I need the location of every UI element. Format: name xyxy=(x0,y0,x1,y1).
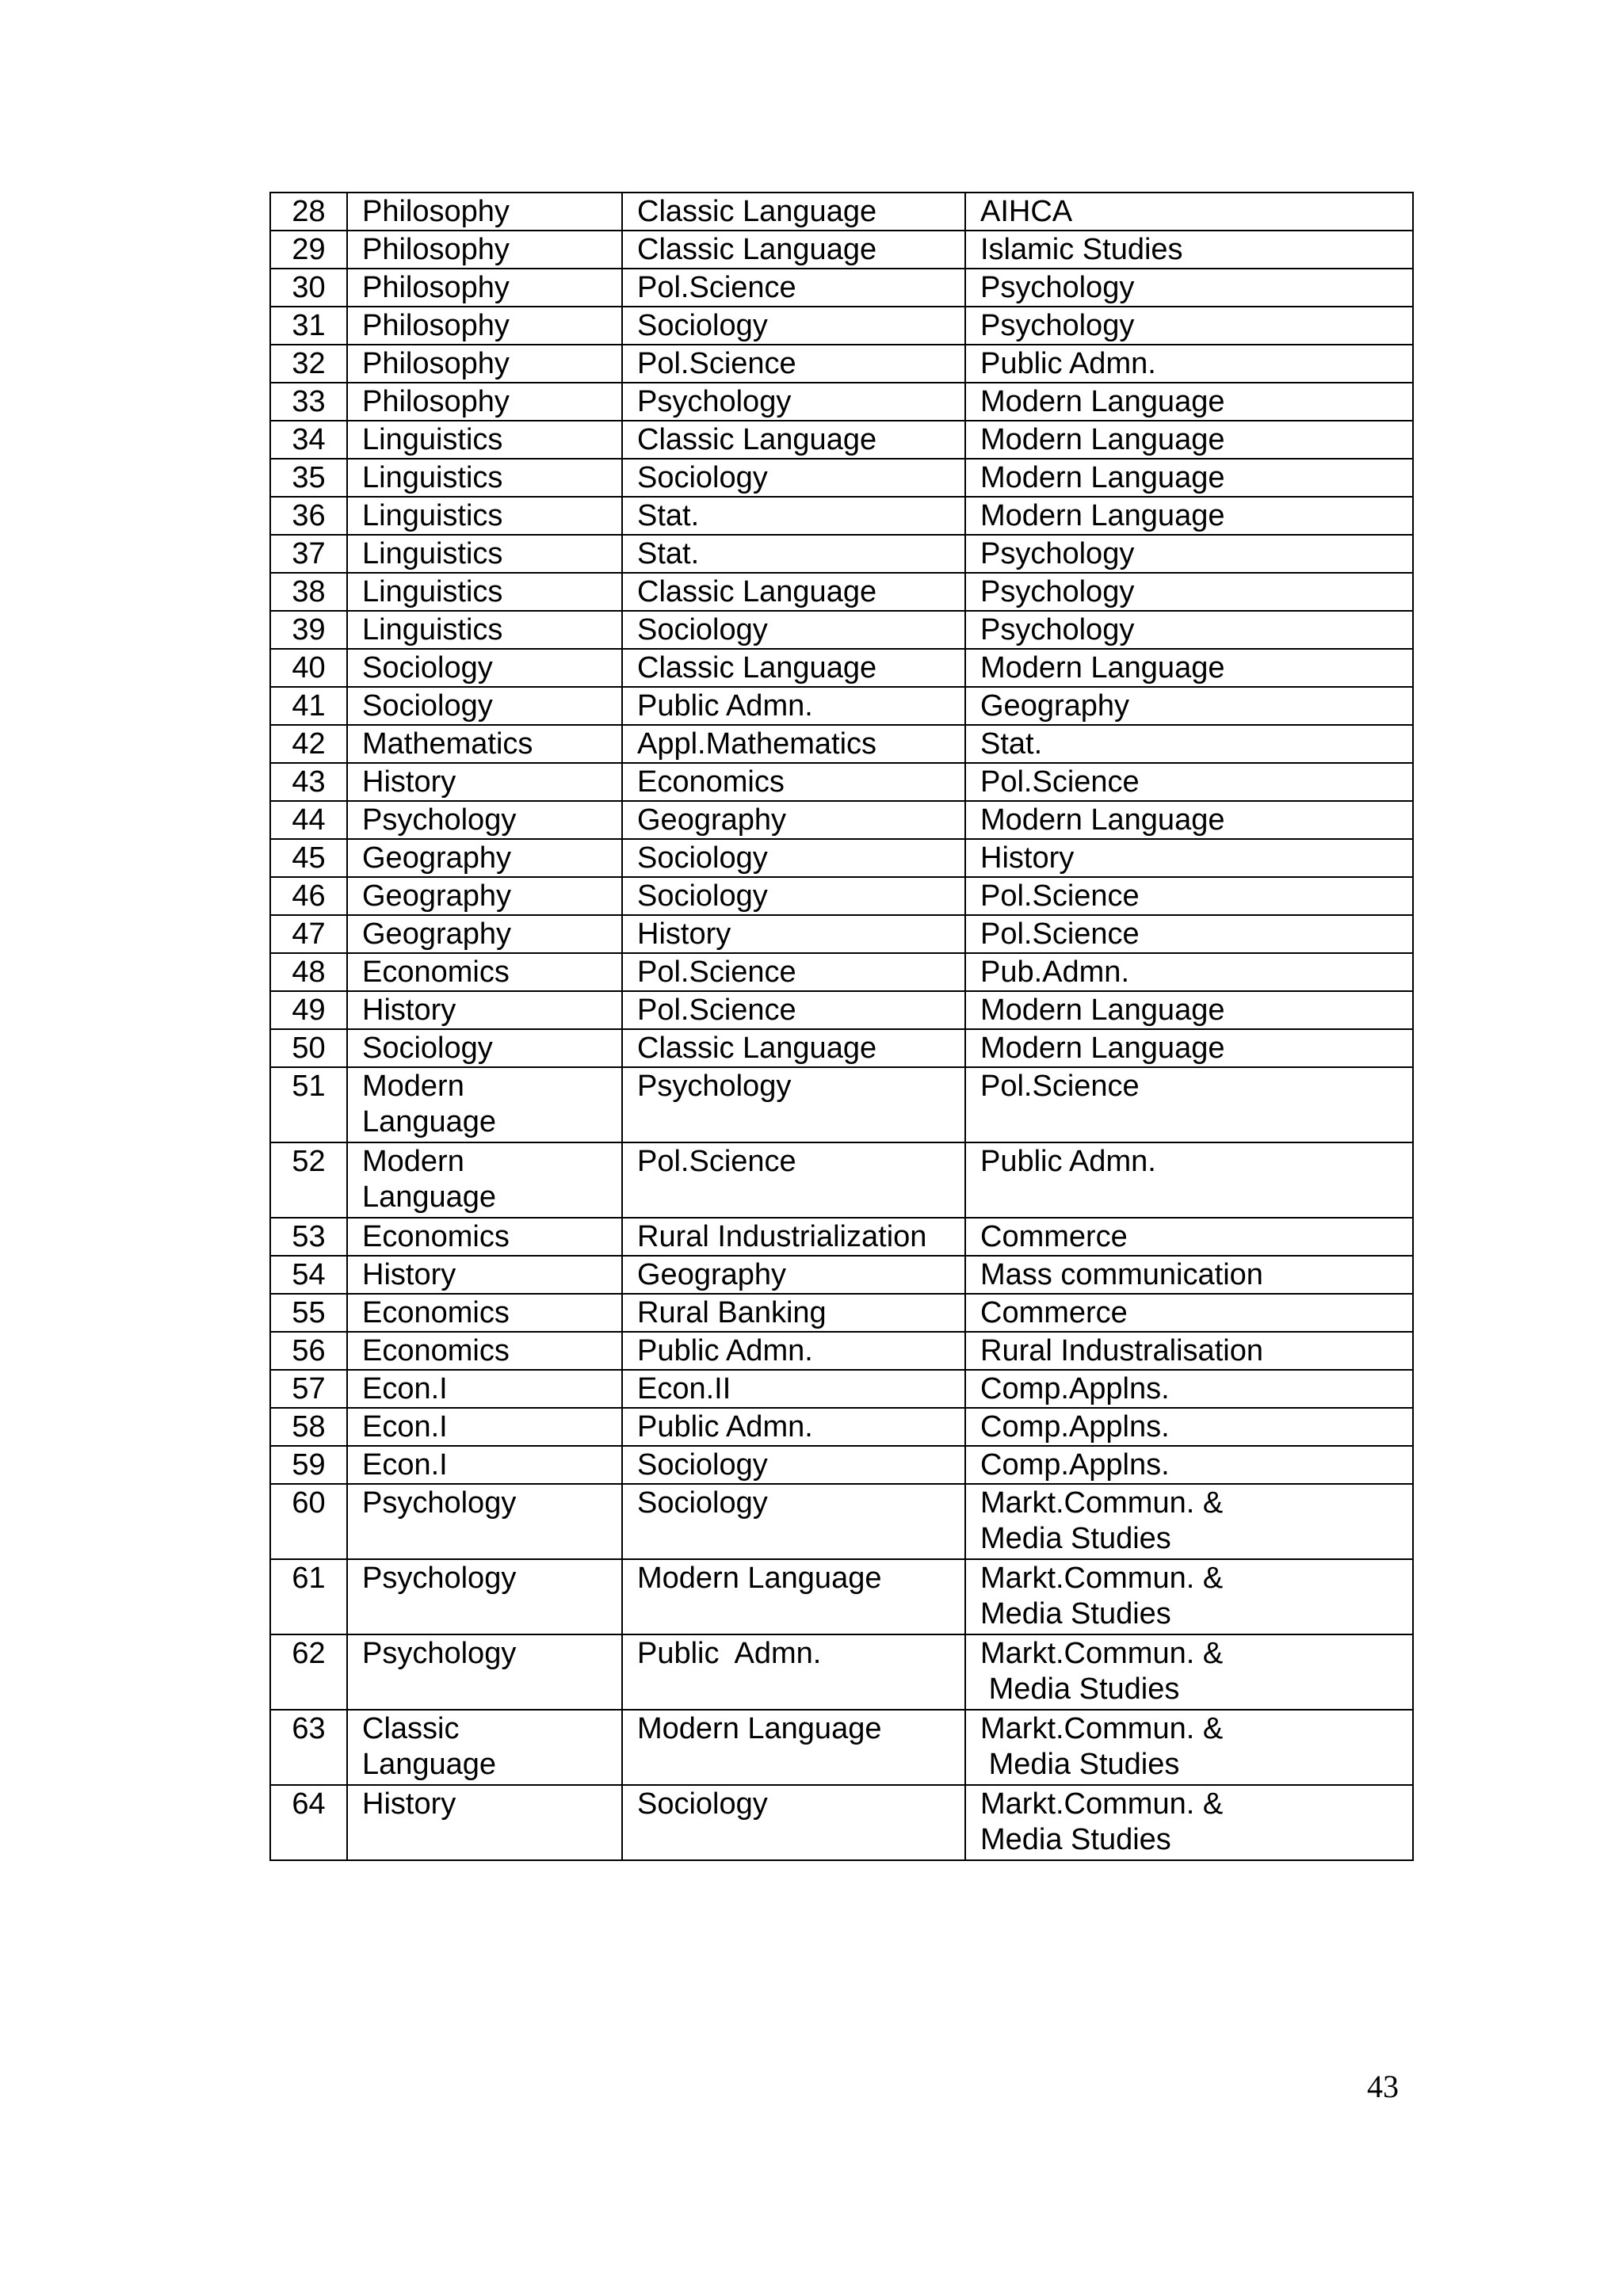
subject-1-cell: Sociology xyxy=(347,649,622,687)
table-row xyxy=(270,231,1413,269)
table-row xyxy=(270,1484,1413,1559)
subject-3-cell: Psychology xyxy=(965,307,1413,345)
table-row xyxy=(270,1256,1413,1294)
subject-1-cell: Sociology xyxy=(347,1029,622,1067)
row-number-cell: 36 xyxy=(270,497,347,535)
subject-1-cell: Classic Language xyxy=(347,1710,622,1785)
subject-1-cell: History xyxy=(347,763,622,801)
subject-3-cell: Markt.Commun. & Media Studies xyxy=(965,1785,1413,1860)
subject-3-cell: Markt.Commun. & Media Studies xyxy=(965,1710,1413,1785)
subject-1-cell: Philosophy xyxy=(347,193,622,231)
table-row xyxy=(270,459,1413,497)
subject-2-cell: Sociology xyxy=(622,459,965,497)
subject-2-cell: Sociology xyxy=(622,1484,965,1559)
page-number: 43 xyxy=(1367,2069,1399,2104)
row-number-cell: 29 xyxy=(270,231,347,269)
subject-2-cell: Geography xyxy=(622,801,965,839)
table-row xyxy=(270,1294,1413,1332)
row-number-cell: 40 xyxy=(270,649,347,687)
table-row xyxy=(270,915,1413,953)
row-number-cell: 44 xyxy=(270,801,347,839)
subject-1-cell: Philosophy xyxy=(347,231,622,269)
subject-1-cell: Philosophy xyxy=(347,383,622,421)
subject-1-cell: Geography xyxy=(347,839,622,877)
subject-2-cell: Sociology xyxy=(622,877,965,915)
row-number-cell: 53 xyxy=(270,1218,347,1256)
subject-2-cell: Sociology xyxy=(622,1446,965,1484)
subject-3-cell: Psychology xyxy=(965,269,1413,307)
table-row xyxy=(270,307,1413,345)
subject-2-cell: Classic Language xyxy=(622,231,965,269)
row-number-cell: 50 xyxy=(270,1029,347,1067)
table-row xyxy=(270,725,1413,763)
subject-2-cell: Classic Language xyxy=(622,421,965,459)
subject-3-cell: Pub.Admn. xyxy=(965,953,1413,991)
subject-3-cell: Psychology xyxy=(965,573,1413,611)
subject-2-cell: Econ.II xyxy=(622,1370,965,1408)
subject-2-cell: Classic Language xyxy=(622,193,965,231)
row-number-cell: 63 xyxy=(270,1710,347,1785)
subject-2-cell: Sociology xyxy=(622,839,965,877)
table-row xyxy=(270,839,1413,877)
subject-2-cell: Public Admn. xyxy=(622,1332,965,1370)
table-row xyxy=(270,801,1413,839)
subject-1-cell: Philosophy xyxy=(347,345,622,383)
subject-1-cell: Psychology xyxy=(347,1484,622,1559)
subject-3-cell: Stat. xyxy=(965,725,1413,763)
subject-1-cell: Philosophy xyxy=(347,269,622,307)
subject-1-cell: Economics xyxy=(347,1218,622,1256)
subject-2-cell: Pol.Science xyxy=(622,269,965,307)
subject-2-cell: Sociology xyxy=(622,307,965,345)
subject-2-cell: Pol.Science xyxy=(622,953,965,991)
subject-3-cell: Pol.Science xyxy=(965,915,1413,953)
subject-3-cell: Comp.Applns. xyxy=(965,1446,1413,1484)
subject-3-cell: Modern Language xyxy=(965,459,1413,497)
table-row xyxy=(270,953,1413,991)
subject-3-cell: Commerce xyxy=(965,1218,1413,1256)
row-number-cell: 41 xyxy=(270,687,347,725)
table-row xyxy=(270,1446,1413,1484)
table-row xyxy=(270,269,1413,307)
subject-1-cell: Psychology xyxy=(347,801,622,839)
subject-3-cell: Pol.Science xyxy=(965,877,1413,915)
table-row xyxy=(270,877,1413,915)
row-number-cell: 46 xyxy=(270,877,347,915)
table-row xyxy=(270,649,1413,687)
subject-1-cell: Econ.I xyxy=(347,1446,622,1484)
table-row xyxy=(270,1559,1413,1634)
subject-2-cell: Classic Language xyxy=(622,573,965,611)
row-number-cell: 39 xyxy=(270,611,347,649)
subject-3-cell: Modern Language xyxy=(965,801,1413,839)
row-number-cell: 56 xyxy=(270,1332,347,1370)
subject-3-cell: Pol.Science xyxy=(965,1067,1413,1142)
subject-2-cell: Appl.Mathematics xyxy=(622,725,965,763)
subject-2-cell: Pol.Science xyxy=(622,991,965,1029)
table-row xyxy=(270,763,1413,801)
subject-3-cell: Comp.Applns. xyxy=(965,1408,1413,1446)
table-row xyxy=(270,193,1413,231)
table-row xyxy=(270,1142,1413,1218)
subject-1-cell: Economics xyxy=(347,1332,622,1370)
subject-3-cell: Modern Language xyxy=(965,649,1413,687)
table-row xyxy=(270,1408,1413,1446)
subject-3-cell: Markt.Commun. & Media Studies xyxy=(965,1634,1413,1710)
subject-1-cell: Linguistics xyxy=(347,535,622,573)
row-number-cell: 51 xyxy=(270,1067,347,1142)
subject-3-cell: Public Admn. xyxy=(965,345,1413,383)
subject-2-cell: Psychology xyxy=(622,383,965,421)
subject-2-cell: Public Admn. xyxy=(622,687,965,725)
row-number-cell: 33 xyxy=(270,383,347,421)
row-number-cell: 54 xyxy=(270,1256,347,1294)
subject-1-cell: Econ.I xyxy=(347,1370,622,1408)
row-number-cell: 62 xyxy=(270,1634,347,1710)
table-row xyxy=(270,611,1413,649)
table-row xyxy=(270,1370,1413,1408)
table-row xyxy=(270,1332,1413,1370)
table-row xyxy=(270,345,1413,383)
subject-2-cell: Stat. xyxy=(622,535,965,573)
subject-3-cell: Pol.Science xyxy=(965,763,1413,801)
subject-3-cell: Public Admn. xyxy=(965,1142,1413,1218)
table-row xyxy=(270,687,1413,725)
subject-2-cell: Public Admn. xyxy=(622,1408,965,1446)
row-number-cell: 60 xyxy=(270,1484,347,1559)
row-number-cell: 64 xyxy=(270,1785,347,1860)
subject-1-cell: Economics xyxy=(347,1294,622,1332)
subject-2-cell: Geography xyxy=(622,1256,965,1294)
subject-2-cell: Public Admn. xyxy=(622,1634,965,1710)
subject-combination-table xyxy=(269,192,1414,1861)
subject-2-cell: History xyxy=(622,915,965,953)
row-number-cell: 38 xyxy=(270,573,347,611)
subject-3-cell: Modern Language xyxy=(965,383,1413,421)
subject-3-cell: Psychology xyxy=(965,611,1413,649)
subject-1-cell: Economics xyxy=(347,953,622,991)
row-number-cell: 49 xyxy=(270,991,347,1029)
subject-1-cell: Linguistics xyxy=(347,611,622,649)
row-number-cell: 45 xyxy=(270,839,347,877)
subject-3-cell: Mass communication xyxy=(965,1256,1413,1294)
row-number-cell: 32 xyxy=(270,345,347,383)
subject-1-cell: Geography xyxy=(347,915,622,953)
subject-1-cell: Psychology xyxy=(347,1634,622,1710)
row-number-cell: 47 xyxy=(270,915,347,953)
table-row xyxy=(270,1710,1413,1785)
row-number-cell: 55 xyxy=(270,1294,347,1332)
subject-2-cell: Pol.Science xyxy=(622,1142,965,1218)
table-row xyxy=(270,1218,1413,1256)
table-row xyxy=(270,573,1413,611)
subject-3-cell: Geography xyxy=(965,687,1413,725)
table-row xyxy=(270,421,1413,459)
subject-3-cell: History xyxy=(965,839,1413,877)
row-number-cell: 61 xyxy=(270,1559,347,1634)
subject-3-cell: Psychology xyxy=(965,535,1413,573)
subject-1-cell: Psychology xyxy=(347,1559,622,1634)
subject-1-cell: Geography xyxy=(347,877,622,915)
subject-1-cell: Linguistics xyxy=(347,573,622,611)
subject-2-cell: Economics xyxy=(622,763,965,801)
subject-3-cell: Modern Language xyxy=(965,1029,1413,1067)
subject-3-cell: Commerce xyxy=(965,1294,1413,1332)
subject-1-cell: Linguistics xyxy=(347,421,622,459)
subject-3-cell: Modern Language xyxy=(965,421,1413,459)
table-row xyxy=(270,1634,1413,1710)
row-number-cell: 42 xyxy=(270,725,347,763)
subject-1-cell: History xyxy=(347,1785,622,1860)
subject-1-cell: Linguistics xyxy=(347,459,622,497)
subject-2-cell: Psychology xyxy=(622,1067,965,1142)
subject-1-cell: Sociology xyxy=(347,687,622,725)
subject-2-cell: Classic Language xyxy=(622,1029,965,1067)
subject-1-cell: History xyxy=(347,1256,622,1294)
row-number-cell: 57 xyxy=(270,1370,347,1408)
row-number-cell: 59 xyxy=(270,1446,347,1484)
table-body xyxy=(270,193,1413,1860)
row-number-cell: 35 xyxy=(270,459,347,497)
subject-1-cell: Mathematics xyxy=(347,725,622,763)
subject-1-cell: Econ.I xyxy=(347,1408,622,1446)
subject-2-cell: Classic Language xyxy=(622,649,965,687)
row-number-cell: 37 xyxy=(270,535,347,573)
subject-3-cell: AIHCA xyxy=(965,193,1413,231)
subject-2-cell: Modern Language xyxy=(622,1559,965,1634)
row-number-cell: 31 xyxy=(270,307,347,345)
table-row xyxy=(270,497,1413,535)
subject-1-cell: Philosophy xyxy=(347,307,622,345)
subject-3-cell: Modern Language xyxy=(965,497,1413,535)
row-number-cell: 43 xyxy=(270,763,347,801)
subject-2-cell: Modern Language xyxy=(622,1710,965,1785)
row-number-cell: 34 xyxy=(270,421,347,459)
subject-2-cell: Stat. xyxy=(622,497,965,535)
row-number-cell: 58 xyxy=(270,1408,347,1446)
subject-2-cell: Pol.Science xyxy=(622,345,965,383)
subject-1-cell: History xyxy=(347,991,622,1029)
subject-1-cell: Linguistics xyxy=(347,497,622,535)
subject-3-cell: Markt.Commun. & Media Studies xyxy=(965,1559,1413,1634)
subject-2-cell: Rural Banking xyxy=(622,1294,965,1332)
table-row xyxy=(270,535,1413,573)
subject-3-cell: Islamic Studies xyxy=(965,231,1413,269)
subject-3-cell: Markt.Commun. & Media Studies xyxy=(965,1484,1413,1559)
subject-3-cell: Rural Industralisation xyxy=(965,1332,1413,1370)
subject-1-cell: Modern Language xyxy=(347,1142,622,1218)
subject-3-cell: Modern Language xyxy=(965,991,1413,1029)
table-row xyxy=(270,383,1413,421)
table-row xyxy=(270,991,1413,1029)
row-number-cell: 30 xyxy=(270,269,347,307)
subject-1-cell: Modern Language xyxy=(347,1067,622,1142)
subject-3-cell: Comp.Applns. xyxy=(965,1370,1413,1408)
table-row xyxy=(270,1067,1413,1142)
row-number-cell: 52 xyxy=(270,1142,347,1218)
row-number-cell: 48 xyxy=(270,953,347,991)
subject-2-cell: Sociology xyxy=(622,611,965,649)
table-row xyxy=(270,1029,1413,1067)
subject-2-cell: Rural Industrialization xyxy=(622,1218,965,1256)
table-row xyxy=(270,1785,1413,1860)
row-number-cell: 28 xyxy=(270,193,347,231)
subject-2-cell: Sociology xyxy=(622,1785,965,1860)
